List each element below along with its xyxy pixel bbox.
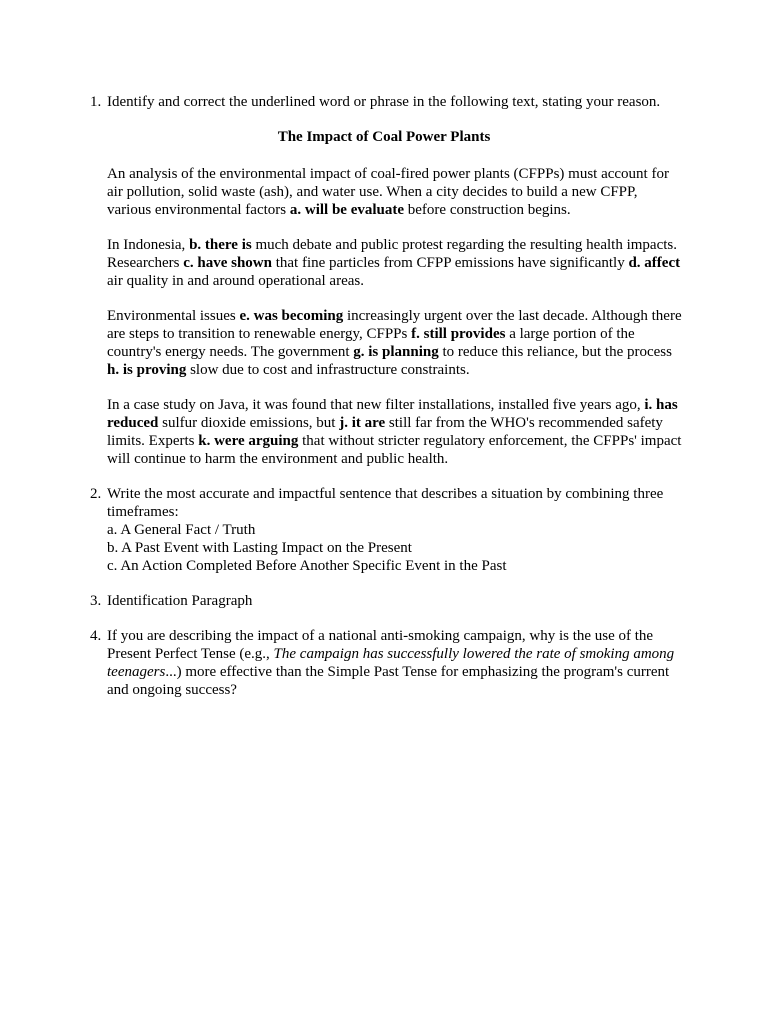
paragraph-text: before construction begins. bbox=[404, 202, 571, 218]
timeframe-item-c: c. An Action Completed Before Another Specific Event in the Past bbox=[107, 558, 507, 574]
paragraph-text: In Indonesia, bbox=[107, 237, 190, 253]
paragraph-text: slow due to cost and infrastructure constraints. bbox=[186, 362, 470, 378]
paragraph-text: Environmental issues bbox=[107, 308, 240, 324]
passage-paragraph-2 bbox=[107, 236, 683, 290]
error-item-k: k. were arguing bbox=[198, 433, 299, 449]
question-1 bbox=[90, 93, 680, 111]
timeframe-item-b: b. A Past Event with Lasting Impact on the Present bbox=[107, 540, 412, 556]
paragraph-text: that without stricter regulatory enforcement, the CFPPs' impact will continue to harm the environment and public health. bbox=[107, 433, 682, 467]
paragraph-text: still far from the WHO's recommended safety limits. Experts bbox=[107, 415, 663, 449]
question-number: 1. bbox=[90, 94, 102, 110]
question-prompt: Identification Paragraph bbox=[107, 593, 253, 609]
prompt-text: ...) more effective than the Simple Past Tense for emphasizing the program's current and ongoing success? bbox=[107, 664, 670, 698]
paragraph-text: that fine particles from CFPP emissions have significantly bbox=[271, 255, 629, 271]
error-item-g: g. is planning bbox=[353, 344, 439, 360]
question-4 bbox=[90, 627, 680, 699]
question-3 bbox=[90, 592, 680, 610]
passage-paragraph-4 bbox=[107, 396, 683, 468]
question-prompt: Identify and correct the underlined word or phrase in the following text, stating your reason. bbox=[107, 94, 661, 110]
paragraph-text: In a case study on Java, it was found that new filter installations, installed five years ago, bbox=[107, 397, 645, 413]
error-item-e: e. was becoming bbox=[239, 308, 344, 324]
paragraph-text: An analysis of the environmental impact of coal-fired power plants (CFPPs) must account for air pollution, solid waste (ash), and water use. When a city decides to build a new CFPP, various environmental factors bbox=[107, 166, 669, 218]
paragraph-text: a large portion of the country's energy needs. The government bbox=[107, 326, 635, 360]
error-item-f: f. still provides bbox=[411, 326, 506, 342]
paragraph-text: much debate and public protest regarding the resulting health impacts. Researchers bbox=[107, 237, 677, 271]
question-number: 2. bbox=[90, 486, 102, 502]
error-item-i: i. has reduced bbox=[107, 397, 678, 431]
passage-title: The Impact of Coal Power Plants bbox=[277, 129, 491, 145]
question-prompt: Write the most accurate and impactful sentence that describes a situation by combining three timeframes: bbox=[107, 486, 664, 520]
question-number: 3. bbox=[90, 593, 102, 609]
error-item-d: d. affect bbox=[628, 255, 681, 271]
error-item-a: a. will be evaluate bbox=[289, 202, 405, 218]
error-item-b: b. there is bbox=[189, 237, 252, 253]
question-number: 4. bbox=[90, 628, 102, 644]
error-item-j: j. it are bbox=[339, 415, 386, 431]
paragraph-text: air quality in and around operational areas. bbox=[107, 273, 364, 289]
example-sentence: The campaign has successfully lowered the rate of smoking among teenagers bbox=[107, 646, 675, 680]
question-prompt bbox=[107, 627, 680, 699]
paragraph-text: increasingly urgent over the last decade. Although there are steps to transition to renewable energy, CFPPs bbox=[107, 308, 682, 342]
passage-paragraph-1 bbox=[107, 165, 683, 219]
timeframe-item-a: a. A General Fact / Truth bbox=[107, 522, 256, 538]
error-item-c: c. have shown bbox=[183, 255, 272, 271]
prompt-text: If you are describing the impact of a national anti-smoking campaign, why is the use of the Present Perfect Tense (e.g., bbox=[107, 628, 654, 662]
paragraph-text: to reduce this reliance, but the process bbox=[438, 344, 672, 360]
passage-paragraph-3 bbox=[107, 307, 683, 379]
error-item-h: h. is proving bbox=[107, 362, 187, 378]
paragraph-text: sulfur dioxide emissions, but bbox=[158, 415, 340, 431]
question-2 bbox=[90, 485, 680, 521]
